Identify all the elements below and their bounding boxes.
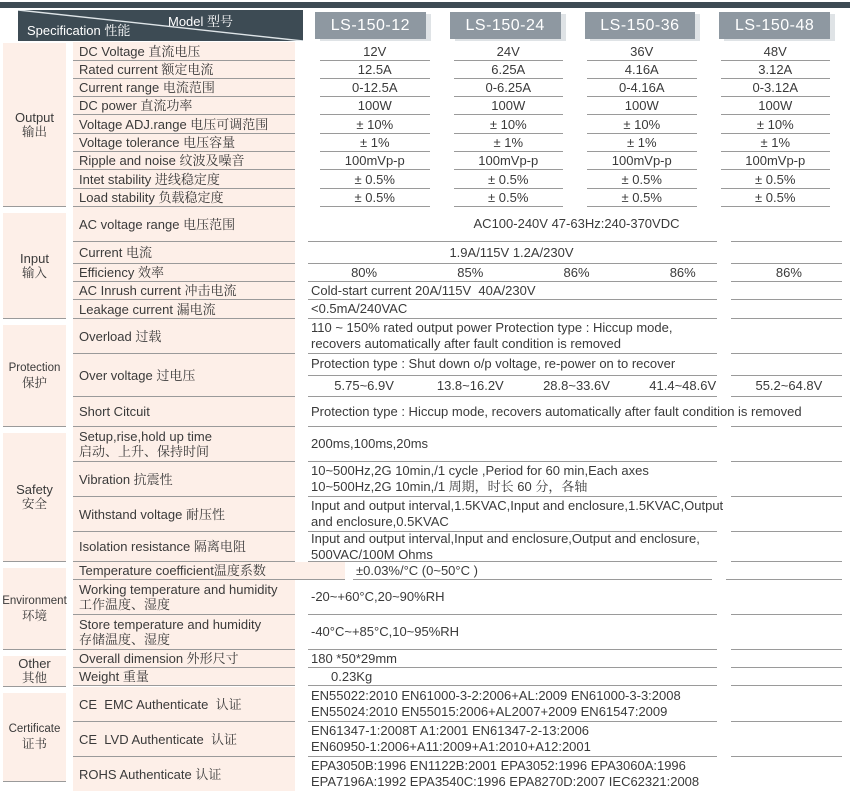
value-line: 1.9A/115V 1.2A/230V xyxy=(449,244,574,260)
value-row-5col xyxy=(311,376,842,397)
value-cell: 100W xyxy=(320,97,430,115)
value-text xyxy=(311,497,842,531)
row-label-line: CE LVD Authenticate 认证 xyxy=(79,731,237,747)
row-label xyxy=(73,650,295,668)
value-cell: 100mVp-p xyxy=(320,152,430,170)
value-cell: 85% xyxy=(457,264,484,280)
value-cell: 55.2~64.8V xyxy=(755,377,823,393)
section-label-zh: 输入 xyxy=(21,265,47,280)
value-area xyxy=(308,354,850,376)
section-label xyxy=(3,568,66,650)
row-label-line: Setup,rise,hold up time xyxy=(79,429,212,444)
value-area xyxy=(308,687,850,722)
spec-row xyxy=(73,207,850,242)
row-label xyxy=(73,497,295,532)
value-cell: ± 0.5% xyxy=(587,189,697,207)
value-cell: 12.5A xyxy=(320,61,430,79)
spec-row xyxy=(73,650,850,668)
value-cell: 3.12A xyxy=(721,61,831,79)
value-area xyxy=(308,300,850,319)
value-cell: ± 0.5% xyxy=(721,170,831,189)
value-cell: ± 10% xyxy=(454,115,564,134)
section-label-zh: 证书 xyxy=(21,737,47,751)
value-line: EN60950-1:2006+A11:2009+A1:2010+A12:2001 xyxy=(311,739,591,754)
value-text xyxy=(311,397,842,426)
row-label xyxy=(73,97,295,115)
row-label-line: Overall dimension 外形尺寸 xyxy=(79,651,239,666)
value-cell: ± 0.5% xyxy=(454,189,564,207)
row-label xyxy=(73,757,295,791)
section-environment xyxy=(3,562,850,650)
value-area xyxy=(308,170,850,189)
value-area xyxy=(308,319,850,354)
value-area xyxy=(308,189,850,207)
row-label xyxy=(73,397,295,427)
value-area xyxy=(308,376,850,398)
value-text xyxy=(311,354,842,375)
row-label xyxy=(73,319,295,354)
section-label xyxy=(3,693,66,782)
value-area xyxy=(308,61,850,79)
spec-row xyxy=(73,170,850,189)
row-label-line: 启动、上升、保持时间 xyxy=(79,444,210,459)
value-area xyxy=(308,722,850,757)
section-label xyxy=(3,656,66,687)
value-cell: ± 0.5% xyxy=(587,170,697,189)
row-label-line: Working temperature and humidity xyxy=(79,582,278,597)
section-label xyxy=(3,43,66,207)
value-cell: 41.4~48.6V xyxy=(649,377,717,393)
section-label-en: Input xyxy=(20,250,49,266)
value-area xyxy=(353,562,850,580)
value-cell: 36V xyxy=(587,42,697,61)
section-label-en: Output xyxy=(14,109,55,125)
specification-header-label: Specification 性能 xyxy=(27,23,131,38)
section-rows xyxy=(73,650,850,687)
value-row-5col xyxy=(311,264,842,281)
value-cell: 6.25A xyxy=(454,61,564,79)
row-label xyxy=(73,170,295,189)
value-area xyxy=(308,134,850,152)
row-label xyxy=(73,264,295,282)
value-line: EN61347-1:2008T A1:2001 EN61347-2-13:2006 xyxy=(311,723,590,738)
value-line: 500VAC/100M Ohms xyxy=(311,546,433,562)
spec-row xyxy=(73,97,850,115)
value-text xyxy=(311,207,842,241)
row-underline-segment xyxy=(717,242,731,264)
spec-row xyxy=(73,79,850,97)
value-cell: ± 0.5% xyxy=(454,170,564,189)
row-label-line: Voltage ADJ.range 电压可调范围 xyxy=(79,116,269,132)
value-line: AC100-240V 47-63Hz:240-370VDC xyxy=(473,216,680,231)
value-cell: 100W xyxy=(587,97,697,115)
value-cell: 100mVp-p xyxy=(721,152,831,170)
value-cell: 4.16A xyxy=(587,61,697,79)
value-cell: 80% xyxy=(351,264,378,280)
section-label xyxy=(3,325,66,427)
row-label xyxy=(73,189,295,207)
spec-row xyxy=(73,61,850,79)
value-cell: ± 0.5% xyxy=(721,189,831,207)
section-label-zh: 安全 xyxy=(21,497,47,511)
value-line: 10~500Hz,2G 10min,/1 周期，时长 60 分，各轴 xyxy=(311,479,588,494)
value-area xyxy=(308,282,850,300)
value-area xyxy=(308,242,850,264)
value-cell: ± 1% xyxy=(320,134,430,152)
value-area xyxy=(308,97,850,115)
row-label xyxy=(73,580,295,615)
row-label xyxy=(73,242,295,264)
row-label xyxy=(73,115,295,134)
value-text xyxy=(311,668,842,685)
value-area xyxy=(308,532,850,562)
row-label xyxy=(73,354,295,397)
row-label-line: 存储温度、湿度 xyxy=(79,632,171,647)
row-label xyxy=(73,61,295,79)
value-text xyxy=(311,319,842,353)
row-label-line: Withstand voltage 耐压性 xyxy=(79,506,225,522)
spec-row xyxy=(73,152,850,170)
spec-row xyxy=(73,115,850,134)
value-cell: ± 1% xyxy=(721,134,831,152)
spec-row xyxy=(73,722,850,757)
value-cell: ± 0.5% xyxy=(320,189,430,207)
row-label xyxy=(73,462,295,497)
row-label-line: Isolation resistance 隔离电阻 xyxy=(79,539,246,554)
spec-row xyxy=(73,189,850,207)
top-accent-strip xyxy=(0,2,850,8)
row-label-line: Store temperature and humidity xyxy=(79,617,262,632)
row-label xyxy=(73,668,295,686)
row-label-line: AC voltage range 电压范围 xyxy=(79,216,236,232)
value-cell: 86% xyxy=(669,264,696,280)
model-column-header: LS-150-12 xyxy=(315,12,426,39)
value-cell: ± 10% xyxy=(721,115,831,134)
section-safety xyxy=(3,427,850,562)
row-label-line: CE EMC Authenticate 认证 xyxy=(79,696,242,712)
row-label-line: Rated current 额定电流 xyxy=(79,62,214,77)
value-line: -40°C~+85°C,10~95%RH xyxy=(311,624,460,639)
row-label xyxy=(73,42,295,61)
spec-row xyxy=(73,532,850,562)
value-text xyxy=(311,757,842,791)
value-text xyxy=(311,242,712,263)
value-cell: 13.8~16.2V xyxy=(436,377,504,393)
value-line: recovers automatically after fault condition is removed xyxy=(311,336,621,351)
spec-row xyxy=(73,687,850,722)
value-cell: 0-6.25A xyxy=(454,79,564,97)
value-cell: 48V xyxy=(721,42,831,61)
spec-row xyxy=(73,427,850,462)
row-label xyxy=(73,282,295,300)
row-label-line: Efficiency 效率 xyxy=(79,265,165,280)
value-cell: 28.8~33.6V xyxy=(543,377,610,393)
value-text xyxy=(311,650,842,667)
row-label-line: AC Inrush current 冲击电流 xyxy=(79,283,237,298)
value-cell: 100mVp-p xyxy=(454,152,564,170)
section-certificate xyxy=(3,687,850,791)
value-line: 200ms,100ms,20ms xyxy=(311,436,429,451)
value-line: EPA3050B:1996 EN1122B:2001 EPA3052:1996 EPA3060A:1996 xyxy=(311,758,686,773)
section-input xyxy=(3,207,850,319)
header-diagonal-cell xyxy=(18,10,303,41)
spec-row xyxy=(73,319,850,354)
section-protection xyxy=(3,319,850,427)
section-label-zh: 环境 xyxy=(21,608,47,623)
value-line: <0.5mA/240VAC xyxy=(311,301,408,316)
value-line: 0.23Kg xyxy=(331,668,373,684)
table-header xyxy=(0,10,850,41)
value-line: Cold-start current 20A/115V 40A/230V xyxy=(311,282,536,298)
value-area xyxy=(308,42,850,61)
spec-row xyxy=(73,300,850,319)
value-area xyxy=(308,462,850,497)
section-label-en: Safety xyxy=(16,482,53,497)
table-body xyxy=(0,42,850,791)
row-label xyxy=(73,207,295,242)
value-cell: 12V xyxy=(320,42,430,61)
value-area xyxy=(308,497,850,532)
row-label-line: Weight 重量 xyxy=(79,669,149,684)
spec-row xyxy=(73,668,850,686)
section-rows xyxy=(73,42,850,207)
spec-row xyxy=(73,42,850,61)
value-area xyxy=(308,580,850,615)
value-line: Protection type : Hiccup mode, recovers automatically after fault condition is removed xyxy=(311,403,802,419)
value-area xyxy=(308,615,850,650)
value-area xyxy=(308,207,850,242)
model-column-header: LS-150-48 xyxy=(719,12,830,39)
value-cell: 5.75~6.9V xyxy=(334,377,394,393)
row-label-line: Short Citcuit xyxy=(79,404,150,419)
row-label xyxy=(73,427,295,462)
spec-row xyxy=(73,282,850,300)
row-label xyxy=(73,532,295,562)
value-line: -20~+60°C,20~90%RH xyxy=(311,589,445,604)
section-label-en: Environment xyxy=(2,594,67,607)
value-cell: ± 1% xyxy=(587,134,697,152)
value-cell: 0-12.5A xyxy=(320,79,430,97)
row-label-line: Voltage tolerance 电压容量 xyxy=(79,135,236,150)
row-label-line: Current 电流 xyxy=(79,245,152,260)
row-label xyxy=(73,722,295,757)
model-header-label: Model 型号 xyxy=(168,14,234,29)
value-text xyxy=(311,300,842,318)
row-label-line: Current range 电流范围 xyxy=(79,80,215,95)
value-cell: 86% xyxy=(775,264,802,280)
value-cell: 24V xyxy=(454,42,564,61)
spec-row xyxy=(73,134,850,152)
value-text xyxy=(311,615,842,649)
section-output xyxy=(3,42,850,207)
value-cell: 0-3.12A xyxy=(721,79,831,97)
value-text xyxy=(356,562,842,579)
section-label xyxy=(3,213,66,319)
value-cell: 100mVp-p xyxy=(587,152,697,170)
section-label-en: Other xyxy=(18,656,51,671)
value-area xyxy=(308,264,850,282)
value-area xyxy=(308,397,850,427)
model-column-headers xyxy=(303,10,850,41)
row-label xyxy=(73,152,295,170)
section-rows xyxy=(73,427,850,562)
section-other xyxy=(3,650,850,687)
row-label-line: Temperature coefficient温度系数 xyxy=(79,563,266,578)
value-cell: 100W xyxy=(454,97,564,115)
spec-row xyxy=(73,580,850,615)
value-area xyxy=(308,115,850,134)
spec-row xyxy=(73,562,850,580)
value-text xyxy=(311,427,842,461)
value-cell: 100W xyxy=(721,97,831,115)
row-label-line: DC power 直流功率 xyxy=(79,98,193,113)
model-column-header: LS-150-24 xyxy=(450,12,561,39)
value-area xyxy=(308,650,850,668)
row-label-line: Leakage current 漏电流 xyxy=(79,301,216,317)
section-label-zh: 保护 xyxy=(21,375,47,390)
value-text xyxy=(311,282,842,299)
value-substack xyxy=(308,354,850,397)
section-label-zh: 输出 xyxy=(21,124,47,139)
row-underline-segment xyxy=(731,242,842,264)
section-rows xyxy=(73,207,850,319)
spec-row xyxy=(73,757,850,791)
value-area xyxy=(308,79,850,97)
value-line: EN55024:2010 EN55015:2006+AL2007+2009 EN61547:2009 xyxy=(311,704,668,719)
value-cell: ± 1% xyxy=(454,134,564,152)
row-label-line: 工作温度、湿度 xyxy=(79,597,171,612)
value-area xyxy=(308,152,850,170)
value-area xyxy=(308,757,850,791)
value-area xyxy=(308,427,850,462)
row-label xyxy=(73,134,295,152)
value-text xyxy=(311,580,842,614)
value-text xyxy=(311,462,842,496)
value-line: 10~500Hz,2G 10min,/1 cycle ,Period for 60 min,Each axes xyxy=(311,463,649,478)
section-label-zh: 其他 xyxy=(21,671,47,685)
row-label xyxy=(73,562,345,580)
value-line: and enclosure,0.5KVAC xyxy=(311,514,449,529)
value-cell: ± 0.5% xyxy=(320,170,430,189)
spec-row xyxy=(73,264,850,282)
value-line: Input and output interval,1.5KVAC,Input and enclosure,1.5KVAC,Output xyxy=(311,498,724,513)
row-label-line: Vibration 抗震性 xyxy=(79,471,173,487)
section-label-en: Protection xyxy=(8,361,61,374)
value-text xyxy=(311,722,842,756)
row-label-line: Intet stability 进线稳定度 xyxy=(79,171,220,187)
section-rows xyxy=(73,687,850,791)
spec-row xyxy=(73,497,850,532)
value-text xyxy=(311,687,842,721)
spec-row xyxy=(73,354,850,397)
value-line: Protection type : Shut down o/p voltage, re-power on to recover xyxy=(311,356,676,372)
value-line: 180 *50*29mm xyxy=(311,650,397,666)
spec-row xyxy=(73,462,850,497)
value-cell: 0-4.16A xyxy=(587,79,697,97)
section-label xyxy=(3,433,66,562)
value-cell: 86% xyxy=(563,264,590,280)
row-label-line: ROHS Authenticate 认证 xyxy=(79,766,222,782)
row-label-line: Over voltage 过电压 xyxy=(79,367,196,383)
value-line: EPA7196A:1992 EPA3540C:1996 EPA8270D:2007 IEC62321:2008 xyxy=(311,774,700,789)
row-label-line: Ripple and noise 纹波及噪音 xyxy=(79,153,245,168)
row-label xyxy=(73,687,295,722)
value-cell: ± 10% xyxy=(320,115,430,134)
spec-row xyxy=(73,242,850,264)
row-label xyxy=(73,300,295,319)
spec-row xyxy=(73,615,850,650)
row-label xyxy=(73,79,295,97)
section-label-en: Certificate xyxy=(8,723,61,735)
row-label-line: Overload 过载 xyxy=(79,328,162,344)
value-line: EN55022:2010 EN61000-3-2:2006+AL:2009 EN61000-3-3:2008 xyxy=(311,688,681,703)
value-cell: ± 10% xyxy=(587,115,697,134)
row-label-line: Load stability 负载稳定度 xyxy=(79,190,224,205)
section-rows xyxy=(73,562,850,650)
value-line: Input and output interval,Input and enclosure,Output and enclosure, xyxy=(311,530,700,546)
spec-row xyxy=(73,397,850,427)
model-column-header: LS-150-36 xyxy=(585,12,696,39)
row-label xyxy=(73,615,295,650)
value-area xyxy=(308,668,850,686)
value-line: 110 ~ 150% rated output power Protection type : Hiccup mode, xyxy=(311,320,673,335)
value-line: ±0.03%/°C (0~50°C ) xyxy=(356,562,478,578)
section-rows xyxy=(73,319,850,427)
row-label-line: DC Voltage 直流电压 xyxy=(79,43,201,59)
value-text xyxy=(311,532,842,561)
